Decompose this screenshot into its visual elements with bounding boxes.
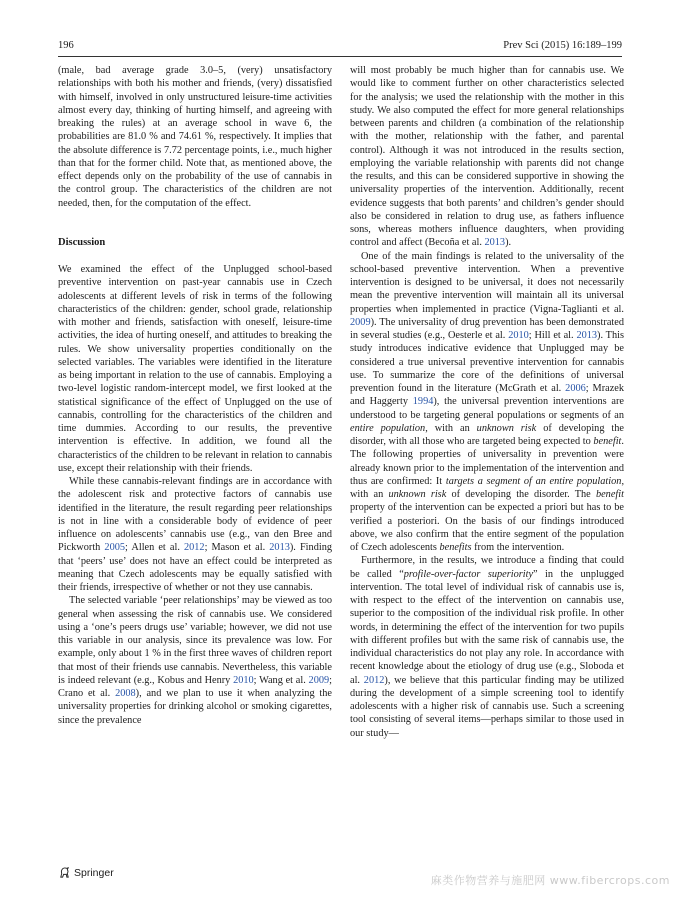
paragraph: We examined the effect of the Unplugged school-based preventive intervention on past-year cannabis use in Czech adolescents at different levels of risk in terms of the following characteristics of the children: gender, school grade, relationship with mother and friends, satisfaction with oneself, leisure-time activities, the idea of hurting oneself, and attitudes to breaking the rules. We show universality properties conditionally on the selected variables. The variables were identified in the literature as being important in relation to the use of cannabis. Employing a two-level logistic random-intercept model, we first looked at the statistical significance of the effect of Unplugged on the use of cannabis, controlling for the characteristics of the children and time dummies. According to our results, the preventive intervention is effective. In addition, we found all the characteristics of the children to be relevant in relation to cannabis use, except their relationship with their friends.	[58, 264, 332, 474]
left-column	[58, 64, 332, 727]
section-heading-discussion: Discussion	[58, 236, 106, 248]
page-number: 196	[58, 40, 74, 51]
citation-link[interactable]: 2010	[233, 674, 254, 686]
journal-citation: Prev Sci (2015) 16:189–199	[503, 40, 622, 51]
citation-link[interactable]: 2013	[576, 330, 598, 341]
citation-link[interactable]: 2008	[115, 688, 136, 699]
paragraph: (male, bad average grade 3.0–5, (very) unsatisfactory relationships with both his mother and friends, (very) dissatisfied with himself, involved in only unstructured leisure-time activities almost every day, thinking of hurting himself, and agreeing with breaking the rules) at an average school in wave 6, the probabilities are 81.0 % and 74.61 %, respectively. It implies that the absolute difference is 7.72 percentage points, i.e., much higher than that for the former child. Note that, as mentioned above, the effect depends only on the probability of the use of cannabis in the control group. The characteristics of the children are not needed, then, for the computation of the effect.	[58, 65, 332, 209]
watermark: 麻类作物营养与施肥网 www.fibercrops.com	[430, 874, 670, 887]
paragraph: Furthermore, in the results, we introduce a finding that could be called “profile-over-factor superiority” in the unplugged intervention. The total level of individual risk of cannabis use is, with respect to the effect of the intervention on cannabis use, superior to the composition of the individual risk profile. In other words, in determining the effect of the intervention for two pupils with different profiles but with the same risk of cannabis use, the individual characteristics do not play any role. In accordance with recent knowledge about the etiology of drug use (e.g., Sloboda et al. 2012), we believe that this particular finding may be utilized during the development of a simple screening tool to identify adolescents with a higher risk of cannabis use. Such a screening tool consisting of several items—perhaps similar to those used in our study—	[350, 555, 624, 739]
citation-link[interactable]: 1994	[412, 396, 434, 408]
paragraph: While these cannabis-relevant findings are in accordance with the adolescent risk and protective factors of cannabis use identified in the literature, the result regarding peer relationships is not in line with a considerable body of evidence of peer influence on adolescents’ cannabis use (e.g., van den Bree and Pickworth 2005; Allen et al. 2012; Mason et al. 2013). Finding that ‘peers’ use’ does not have an effect could be interpreted as meaning that Czech adolescents may be equally satisfied with their friends, irrespective of whether or not they use cannabis.	[58, 476, 332, 593]
paragraph: will most probably be much higher than for cannabis use. We would like to comment further on other characteristics selected for the analysis; we used the relationship with the mother in this study. We also computed the effect for more general relationships between parents and children (a combination of the relationship with the mother, relationship with the father, and parental control). Although it was not introduced in the results section, employing the variable relationship with parents did not change the results, and this can be considered supportive in showing the universality properties of the intervention. Additionally, recent evidence suggests that both parents’ and children’s gender should also be considered in relation to drug use, as fathers influence sons, whereas mothers influence daughters, when providing control and affect (Becoña et al. 2013).	[350, 65, 624, 249]
paragraph: One of the main findings is related to the universality of the school-based preventive intervention. When a preventive intervention is designed to be universal, it does not necessarily mean the preventive intervention will maintain all its universal properties when implemented in practice (Vigna-Taglianti et al. 2009). The universality of drug prevention has been demonstrated in several studies (e.g., Oesterle et al. 2010; Hill et al. 2013). This study introduces indicative evidence that Unplugged may be considered a true universal preventive intervention for cannabis use. To summarize the core of the definitions of universal prevention found in the literature (McGrath et al. 2006; Mrazek and Haggerty 1994), the universal prevention interventions are understood to be targeting general populations or segments of an entire population, with an unknown risk of developing the disorder, with all those who are targeted being expected to benefit. The following properties of universality in prevention were already known prior to the implementation of the intervention and thus are confirmed: It targets a segment of an entire population, with an unknown risk of developing the disorder. The benefit property of the intervention can be expected a priori but has to be verified a posteriori. On the basis of our findings introduced above, we also confirm that the entire segment of the population of Czech adolescents benefits from the intervention.	[350, 250, 625, 553]
right-column	[350, 64, 624, 740]
citation-link[interactable]: 2010	[508, 330, 529, 341]
citation-link[interactable]: 2005	[104, 542, 126, 554]
citation-link[interactable]: 2012	[363, 674, 385, 686]
citation-link[interactable]: 2009	[308, 674, 330, 686]
paragraph: The selected variable ‘peer relationships’ may be viewed as too general when assessing the risk of cannabis use. We considered using a ‘one’s peers drugs use’ variable; however, we did not use this variable in our analysis, since its prevalence was low. For example, only about 1 % in the first three waves of children report that most of their friends use cannabis. Nevertheless, this variable is indeed relevant (e.g., Kobus and Henry 2010; Wang et al. 2009; Crano et al. 2008), and we plan to use it when analyzing the universality properties for drinking alcohol or smoking cigarettes, since the prevalence	[58, 595, 333, 726]
citation-link[interactable]: 2006	[565, 383, 586, 394]
publisher-footer	[58, 866, 114, 879]
springer-horse-icon	[58, 866, 71, 879]
citation-link[interactable]: 2013	[484, 237, 506, 249]
publisher-name: Springer	[74, 866, 114, 879]
citation-link[interactable]: 2013	[269, 542, 290, 554]
header-rule	[58, 56, 622, 57]
citation-link[interactable]: 2009	[350, 316, 371, 328]
running-header	[58, 40, 622, 54]
citation-link[interactable]: 2012	[183, 542, 205, 554]
